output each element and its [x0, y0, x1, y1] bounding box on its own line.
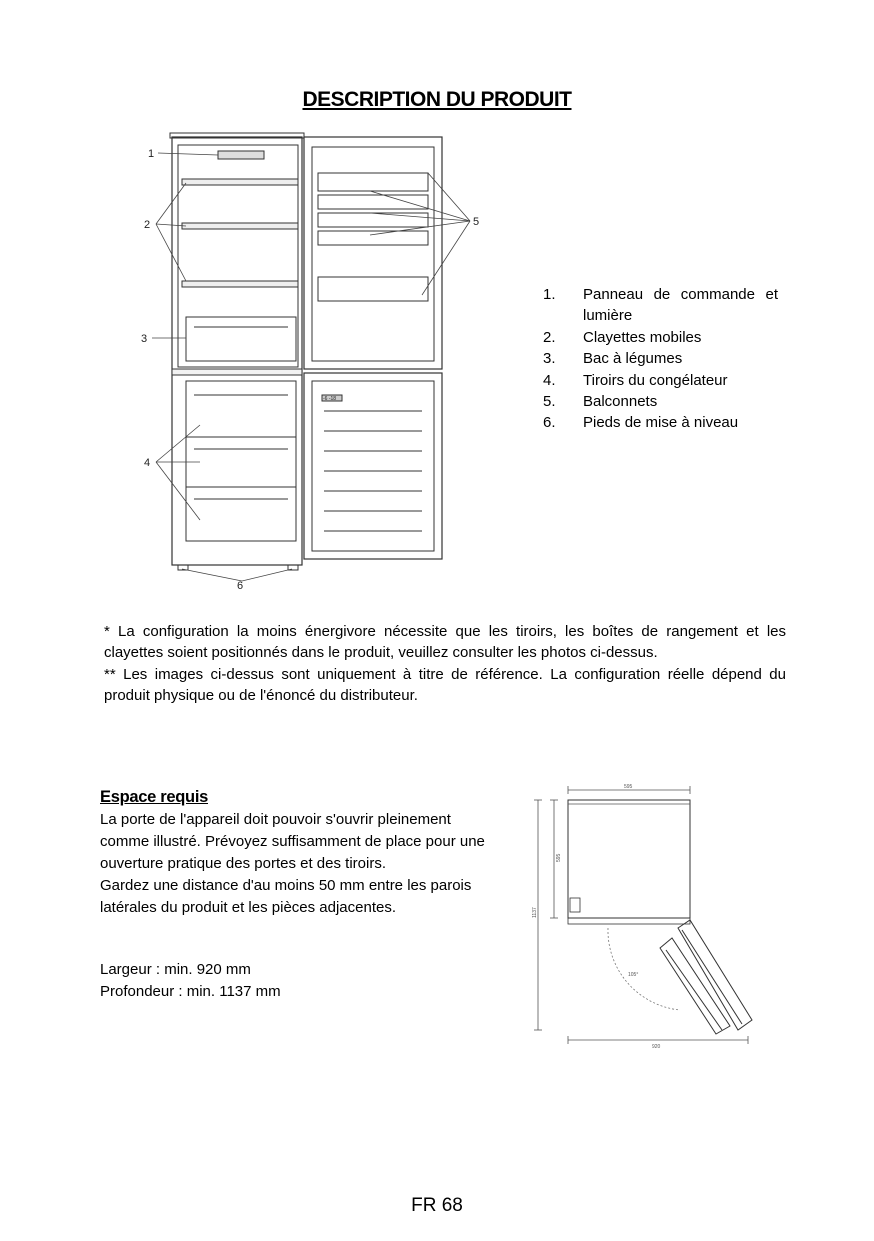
label-angle: 105°	[628, 972, 639, 978]
fridge-shelves	[182, 179, 298, 287]
depth-requirement: Profondeur : min. 1137 mm	[100, 983, 281, 1000]
space-description	[100, 809, 500, 919]
note-reference: ** Les images ci-dessus sont uniquement à titre de référence. La configuration réelle dépend du produit physique ou de l'énoncé du distributeur.	[104, 665, 786, 705]
label-total-width: 920	[652, 1044, 661, 1048]
crisper-drawer	[186, 317, 296, 361]
callout-2: 2	[144, 219, 151, 231]
section-title: Espace requis	[100, 788, 208, 806]
width-requirement: Largeur : min. 920 mm	[100, 961, 251, 978]
list-item: 3. Bac à légumes	[543, 350, 683, 368]
list-item: 4. Tiroirs du congélateur	[543, 371, 728, 389]
note-energy: * La configuration la moins énergivore nécessite que les tiroirs, les boîtes de rangement et les clayettes soient positionnés dans le produit, veuillez consulter les photos ci-dessus.	[104, 623, 786, 662]
list-item: 5. Balconnets	[543, 393, 658, 411]
fridge-diagram	[130, 125, 490, 595]
paragraph: La porte de l'appareil doit pouvoir s'ouvrir pleinement comme illustré. Prévoyez suffisamment de place pour une ouverture pratique des portes et des tiroirs.	[100, 811, 485, 872]
floor-plan-diagram	[530, 778, 760, 1048]
list-item: 6. Pieds de mise à niveau	[543, 414, 739, 432]
callout-6: 6	[237, 580, 244, 592]
page-number: FR 68	[411, 1195, 463, 1216]
parts-list	[543, 284, 778, 434]
dimension-requirements	[100, 959, 281, 1003]
fridge-door	[304, 137, 442, 369]
callout-3: 3	[141, 333, 148, 345]
open-door-inner	[660, 938, 730, 1034]
leveling-feet	[178, 565, 298, 570]
list-item: 2. Clayettes mobiles	[543, 328, 702, 346]
callout-4: 4	[144, 457, 151, 469]
page-title: DESCRIPTION DU PRODUIT	[302, 88, 572, 111]
callout-1: 1	[148, 148, 155, 160]
fridge-compartment	[178, 145, 298, 367]
control-panel	[218, 151, 264, 159]
freezer-door-lines	[324, 411, 422, 531]
label-cabinet-depth: 595	[556, 853, 562, 862]
paragraph: Gardez une distance d'au moins 50 mm entre les parois latérales du produit et les pièces adjacentes.	[100, 877, 472, 916]
list-item: 1. Panneau de commande et lumière	[543, 286, 778, 325]
freezer-drawers	[186, 381, 296, 541]
open-door-outer	[678, 920, 752, 1030]
label-total-depth: 1137	[532, 907, 538, 918]
callout-5: 5	[473, 216, 480, 228]
cabinet-outline	[568, 800, 690, 918]
label-top-width: 595	[624, 784, 633, 790]
freezer-badge: -6 -18	[323, 396, 337, 402]
fridge-body	[172, 137, 302, 565]
notes-section	[104, 621, 786, 707]
